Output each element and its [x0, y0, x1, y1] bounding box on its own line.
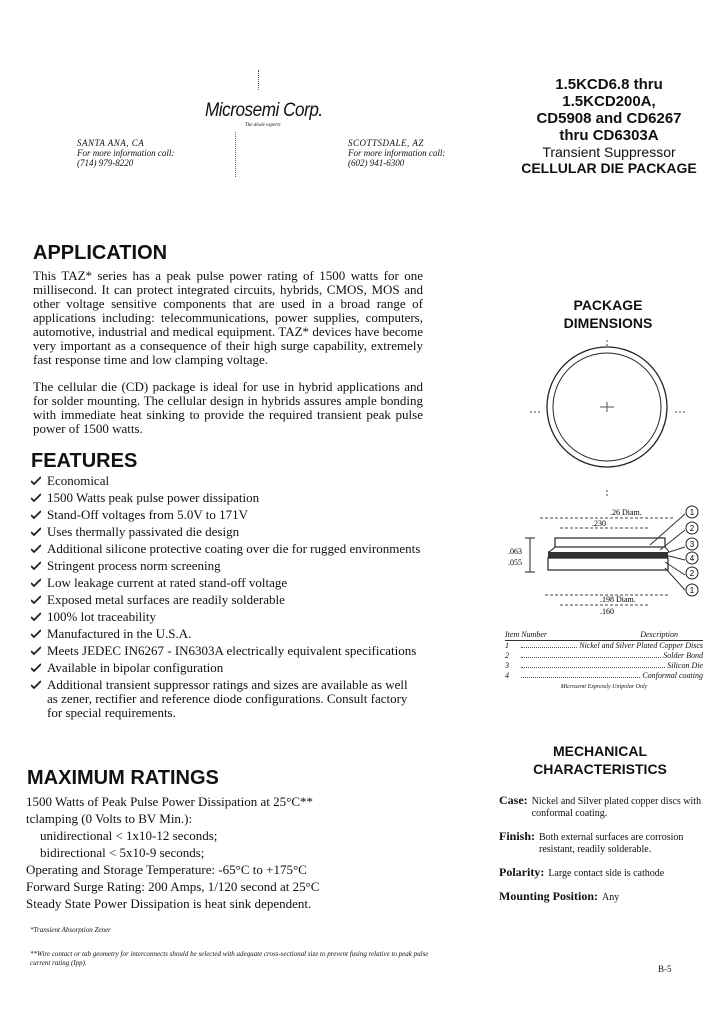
feature-item — [31, 593, 421, 607]
mech-label: Polarity: — [499, 865, 545, 879]
ratings-block — [26, 793, 446, 912]
feature-item — [31, 508, 421, 522]
dim-label: .160 — [600, 607, 614, 616]
legend-leader — [521, 661, 665, 668]
title-line: thru CD6303A — [559, 127, 659, 144]
mech-item-polarity — [499, 866, 704, 880]
package-heading-line: PACKAGE — [573, 297, 643, 313]
check-icon — [31, 612, 41, 621]
feature-item — [31, 661, 421, 675]
feature-item — [31, 576, 421, 590]
dim-label: .230 — [592, 519, 606, 528]
callout-label: 1 — [689, 586, 695, 595]
rating-line: Steady State Power Dissipation is heat sink dependent. — [26, 896, 312, 911]
title-line: 1.5KCD6.8 thru — [555, 76, 663, 93]
page-number: B-5 — [658, 964, 672, 974]
application-heading: APPLICATION — [33, 242, 168, 264]
legend-num: 1 — [505, 641, 509, 650]
callout-label: 2 — [689, 524, 695, 533]
divider-line — [235, 132, 237, 177]
feature-item — [31, 678, 421, 720]
office-scottsdale — [348, 138, 445, 168]
legend-desc: Solder Bond — [663, 651, 703, 660]
legend-desc: Silicon Die — [667, 661, 703, 670]
application-paragraph-1: This TAZ* series has a peak pulse power rating of 1500 watts for one millisecond. It can protect integrated circuits, hybrids, CMOS, MOS and other voltage sensitive components that are used in a broad range of applications including: telecommunications, power supplies, computers, automotive, industrial and medical equipment. TAZ* devices have become very important as a consequence of their high surge capability, extremely fast response time and low clamping voltage. — [33, 268, 423, 367]
mechanical-heading — [500, 742, 700, 778]
office-santa-ana — [77, 138, 174, 168]
legend-num: 2 — [505, 651, 509, 660]
footnote-1: *Transient Absorption Zener — [30, 926, 111, 934]
rating-line: unidirectional < 1x10-12 seconds; — [40, 828, 218, 843]
features-list — [31, 474, 421, 723]
dim-label: .26 Diam. — [610, 508, 642, 517]
feature-item — [31, 542, 421, 556]
mechanical-list — [499, 794, 704, 904]
divider-line — [258, 70, 260, 90]
feature-text: Available in bipolar configuration — [47, 660, 224, 675]
check-icon — [31, 561, 41, 570]
legend-header — [505, 630, 703, 641]
rating-line: Forward Surge Rating: 200 Amps, 1/120 second at 25°C — [26, 879, 320, 894]
check-icon — [31, 663, 41, 672]
company-name: Microsemi Corp. — [205, 100, 323, 121]
mech-item-finish — [499, 830, 704, 856]
office-city: SCOTTSDALE, AZ — [348, 138, 424, 148]
mech-text: Nickel and Silver plated copper discs with conformal coating. — [531, 796, 702, 819]
legend-row — [505, 661, 703, 671]
check-icon — [31, 595, 41, 604]
feature-text: Economical — [47, 473, 110, 488]
office-city: SANTA ANA, CA — [77, 138, 145, 148]
feature-text: Manufactured in the U.S.A. — [47, 626, 192, 641]
package-heading-line: DIMENSIONS — [563, 315, 653, 331]
feature-text: Low leakage current at rated stand-off voltage — [47, 575, 288, 590]
office-phone: (714) 979-8220 — [77, 158, 134, 168]
check-icon — [31, 629, 41, 638]
feature-text: Uses thermally passivated die design — [47, 524, 240, 539]
check-icon — [31, 527, 41, 536]
legend-leader — [521, 651, 661, 658]
feature-item — [31, 525, 421, 539]
mech-label: Case: — [499, 793, 528, 807]
legend-row — [505, 651, 703, 661]
rating-line: bidirectional < 5x10-9 seconds; — [40, 845, 205, 860]
footnote-2: **Wire contact or tab geometry for interconnects should be selected with adequate cross-sectional size to prevent fusing relative to peak pulse current rating (Ipp). — [30, 950, 429, 967]
legend-desc: Conformal coating — [642, 671, 703, 680]
top-view-icon — [530, 340, 685, 498]
feature-text: Exposed metal surfaces are readily solderable — [47, 592, 285, 607]
mech-text: Both external surfaces are corrosion resistant, readily solderable. — [539, 832, 684, 855]
dim-label: .198 Diam. — [600, 595, 636, 604]
package-heading — [508, 296, 708, 332]
legend-leader — [521, 641, 577, 648]
callout-label: 3 — [689, 540, 695, 549]
feature-item — [31, 644, 421, 658]
feature-text: Stringent process norm screening — [47, 558, 221, 573]
callout-label: 4 — [689, 554, 695, 563]
office-info-label: For more information call: — [77, 148, 175, 158]
mech-label: Mounting Position: — [499, 889, 599, 903]
mech-item-mounting — [499, 890, 704, 904]
title-subtitle: Transient Suppressor — [542, 144, 676, 160]
check-icon — [31, 578, 41, 587]
application-paragraph-2: The cellular die (CD) package is ideal for use in hybrid applications and for solder mounting. The cellular design in hybrids assures ample bonding with immediate heat sinking to provide the required transient peak pulse power of 1500 watts. — [33, 379, 423, 436]
feature-item — [31, 559, 421, 573]
feature-item — [31, 491, 421, 505]
legend-num: 3 — [505, 661, 509, 670]
legend-table — [505, 630, 703, 692]
title-block — [498, 76, 720, 177]
feature-text: 1500 Watts peak pulse power dissipation — [47, 490, 260, 505]
feature-item — [31, 627, 421, 641]
legend-num: 4 — [505, 671, 509, 680]
mechanical-heading-line: CHARACTERISTICS — [533, 761, 667, 777]
office-info-label: For more information call: — [348, 148, 446, 158]
check-icon — [31, 680, 41, 689]
mech-label: Finish: — [499, 829, 536, 843]
title-line: 1.5KCD200A, — [562, 93, 656, 110]
feature-text: 100% lot traceability — [47, 609, 157, 624]
mech-item-case — [499, 794, 704, 820]
legend-row — [505, 671, 703, 681]
mech-text: Large contact side is cathode — [548, 868, 665, 879]
mech-text: Any — [602, 892, 620, 903]
feature-item — [31, 610, 421, 624]
company-tagline: The diode experts — [245, 123, 281, 128]
feature-text: Meets JEDEC IN6267 - IN6303A electrically equivalent specifications — [47, 643, 417, 658]
package-drawing — [500, 340, 715, 630]
rating-line: 1500 Watts of Peak Pulse Power Dissipation at 25°C** — [26, 794, 314, 809]
feature-text: Additional silicone protective coating over die for rugged environments — [47, 541, 421, 556]
mechanical-heading-line: MECHANICAL — [552, 743, 648, 759]
check-icon — [31, 493, 41, 502]
dim-label: .055 — [508, 558, 522, 567]
feature-text: Additional transient suppressor ratings and sizes are available as well as zener, rectifier and reference diode configurations. Consult factory for special requirements. — [47, 677, 408, 720]
title-package: CELLULAR DIE PACKAGE — [521, 160, 697, 176]
check-icon — [31, 544, 41, 553]
legend-header-desc: Description — [640, 630, 678, 639]
callout-label: 1 — [689, 508, 695, 517]
callout-circles — [686, 506, 698, 596]
rating-line: tclamping (0 Volts to BV Min.): — [26, 811, 193, 826]
feature-item — [31, 474, 421, 488]
legend-row — [505, 641, 703, 651]
check-icon — [31, 646, 41, 655]
rating-line: Operating and Storage Temperature: -65°C to +175°C — [26, 862, 307, 877]
check-icon — [31, 476, 41, 485]
ratings-heading: MAXIMUM RATINGS — [27, 767, 219, 789]
legend-desc: Nickel and Silver Plated Copper Discs — [579, 641, 703, 650]
legend-note: Microsemi Expressly Unipolar Only — [560, 684, 648, 690]
feature-text: Stand-Off voltages from 5.0V to 171V — [47, 507, 248, 522]
legend-leader — [521, 671, 640, 678]
legend-header-item: Item Number — [505, 630, 547, 639]
title-line: CD5908 and CD6267 — [536, 110, 682, 127]
office-phone: (602) 941-6300 — [348, 158, 405, 168]
legend-rows — [505, 641, 703, 681]
dim-label: .063 — [508, 547, 522, 556]
callout-label: 2 — [689, 569, 695, 578]
check-icon — [31, 510, 41, 519]
features-heading: FEATURES — [31, 450, 138, 472]
